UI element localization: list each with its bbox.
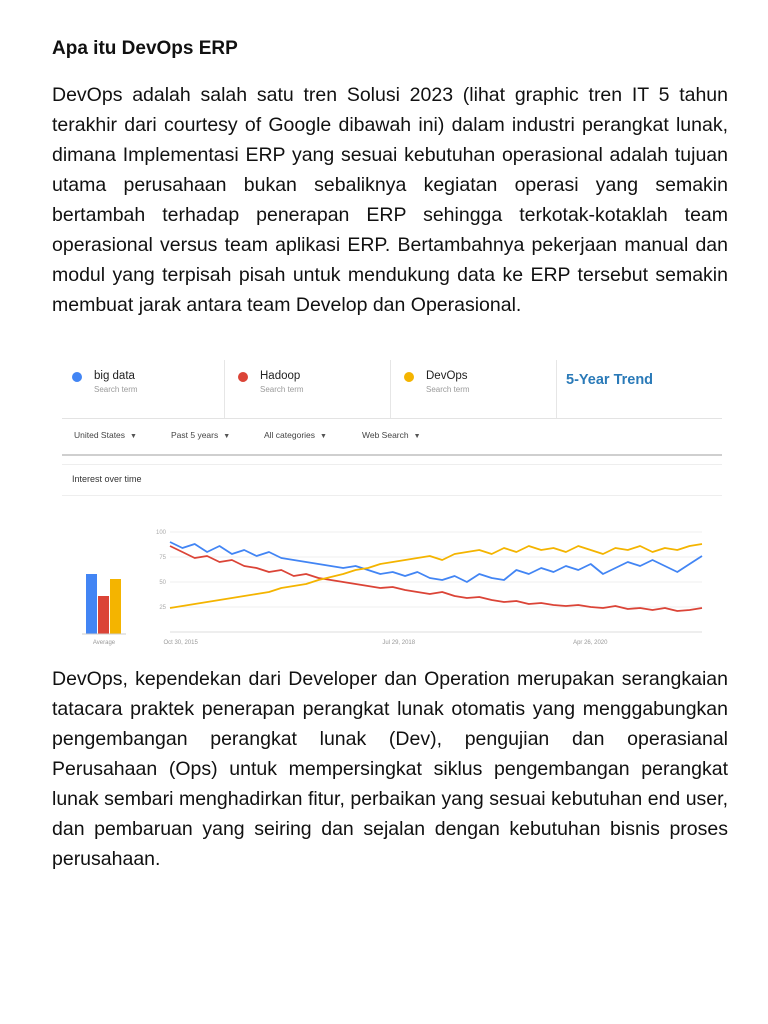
term-color-dot	[72, 372, 82, 382]
filter-category[interactable]	[264, 430, 327, 440]
term-divider	[224, 360, 225, 418]
filter-label: United States	[74, 430, 126, 440]
average-bar-big-data	[86, 574, 97, 634]
interest-over-time-label: Interest over time	[72, 474, 142, 484]
term-subtitle: Search term	[426, 385, 470, 394]
interest-over-time-header	[62, 464, 722, 496]
average-label: Average	[92, 640, 116, 646]
filter-label: All categories	[264, 430, 316, 440]
average-bar-hadoop	[98, 596, 109, 634]
series-line-big-data	[170, 542, 702, 582]
term-name: Hadoop	[260, 370, 301, 382]
y-tick-label: 50	[159, 580, 166, 586]
caret-down-icon: ▼	[320, 433, 327, 440]
term-color-dot	[238, 372, 248, 382]
trend-chart	[62, 520, 722, 650]
search-terms-bar	[62, 360, 722, 419]
page-heading: Apa itu DevOps ERP	[52, 38, 238, 59]
term-subtitle: Search term	[94, 385, 138, 394]
term-name: big data	[94, 370, 135, 382]
term-devops[interactable]	[394, 360, 554, 418]
filter-search-type[interactable]	[362, 430, 421, 440]
x-tick-label: Jul 29, 2018	[382, 640, 416, 646]
average-bar-devops	[110, 579, 121, 634]
caret-down-icon: ▼	[223, 433, 231, 440]
filter-label: Past 5 years	[171, 430, 219, 440]
term-name: DevOps	[426, 370, 468, 382]
y-tick-label: 25	[159, 605, 166, 611]
y-tick-label: 100	[155, 530, 166, 536]
term-subtitle: Search term	[260, 385, 304, 394]
term-big-data[interactable]	[62, 360, 222, 418]
caret-down-icon: ▼	[413, 433, 421, 440]
term-divider	[390, 360, 391, 418]
term-hadoop[interactable]	[228, 360, 388, 418]
filter-label: Web Search	[362, 430, 409, 440]
filter-time-range[interactable]	[171, 430, 230, 440]
term-divider	[556, 360, 557, 418]
caret-down-icon: ▼	[130, 433, 137, 440]
five-year-trend-label: 5-Year Trend	[566, 372, 654, 388]
definition-paragraph: DevOps, kependekan dari Developer dan Operation merupakan serangkaian tatacara praktek penerapan perangkat lunak otomatis yang menggabungkan pengembangan perangkat lunak (Dev), pengujian dan operasianal Perusahaan (Ops) untuk mempersingkat siklus pengembangan perangkat lunak sembari menghadirkan fitur, perbaikan yang sesuai kebutuhan end user, dan pembaruan yang seiring dan sejalan dengan kebutuhan bisnis proses perusahaan.	[52, 668, 728, 870]
filters-bar	[62, 422, 722, 456]
term-color-dot	[404, 372, 414, 382]
google-trends-figure	[62, 360, 722, 650]
intro-paragraph: DevOps adalah salah satu tren Solusi 2023 (lihat graphic tren IT 5 tahun terakhir dari courtesy of Google dibawah ini) dalam industri perangkat lunak, dimana Implementasi ERP yang sesuai kebutuhan operasional adalah tujuan utama perusahaan bukan sebaliknya kegiatan operasi yang semakin bertambah terhadap penerapan ERP sehingga terkotak-kotaklah team operasional versus team aplikasi ERP. Bertambahnya pekerjaan manual dan modul yang terpisah pisah untuk mendukung data ke ERP tersebut semakin membuat jarak antara team Develop dan Operasional.	[52, 84, 728, 316]
trend-chart-svg	[62, 520, 722, 650]
y-tick-label: 75	[159, 555, 166, 561]
filter-region[interactable]	[74, 430, 137, 440]
x-tick-label: Oct 30, 2015	[163, 640, 198, 646]
x-tick-label: Apr 26, 2020	[573, 640, 608, 646]
